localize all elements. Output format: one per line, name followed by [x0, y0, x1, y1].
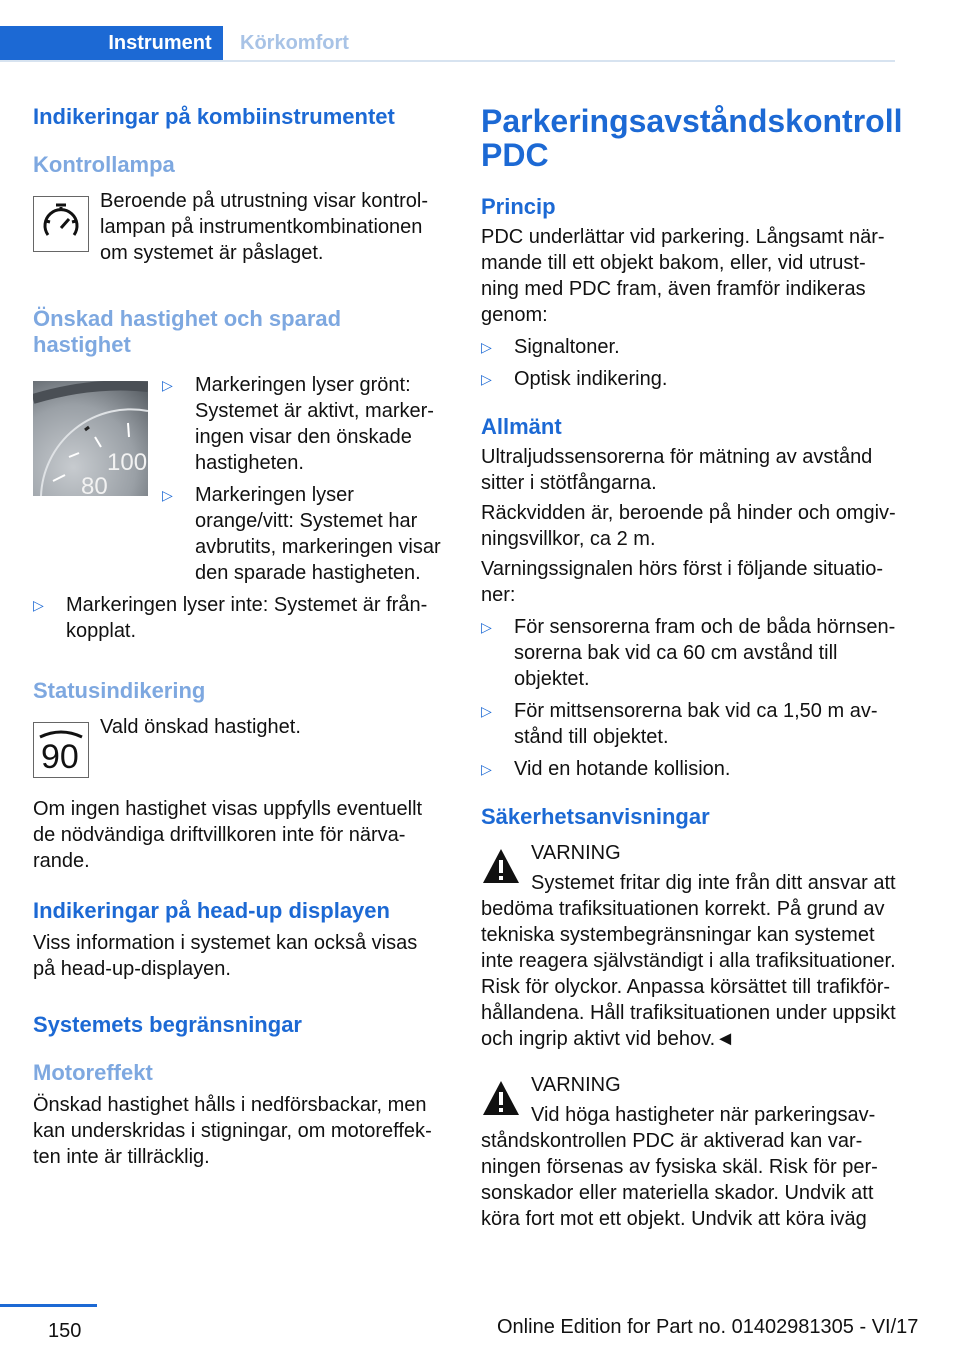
heading-desired-speed: Önskad hastighet och sparad hastighet — [33, 306, 342, 357]
heading-hud: Indikeringar på head-up displayen — [33, 898, 390, 923]
edition-text: Online Edition for Part no. 01402981305 - VI/17 — [497, 1316, 919, 1338]
tab-accent — [0, 26, 97, 60]
speedometer-image — [33, 381, 148, 496]
control-lamp-row — [33, 188, 443, 266]
chapter-tab-bar — [0, 26, 895, 62]
warning-triangle-icon — [481, 1078, 521, 1118]
cruise-control-icon — [33, 196, 89, 252]
bullet-triangle-icon: ▷ — [481, 371, 492, 387]
page-number: 150 — [48, 1320, 82, 1342]
list-item: ▷ Markeringen lyser inte: Systemet är frånkopplat. — [33, 594, 428, 642]
general-p3: Varningssignalen hörs först i följande situationer: — [481, 558, 884, 606]
bullet-triangle-icon: ▷ — [481, 339, 492, 355]
general-p1: Ultraljudssensorerna för mätning av avstånd sitter i stötfångarna. — [481, 446, 873, 494]
tab-korkomfort[interactable]: Körkomfort — [240, 32, 349, 54]
heading-indications: Indikeringar på kombiinstrumentet — [33, 104, 395, 129]
list-item: ▷ Markeringen lyser orange/vitt: Systemet har avbrutits, markeringen visar den sparade hastigheten. — [162, 484, 441, 584]
list-item: ▷ Markeringen lyser grönt: Systemet är aktivt, markeringen visar den önskade hastigheten. — [162, 374, 434, 474]
tab-instrument[interactable]: Instrument — [97, 26, 223, 60]
list-item: ▷ Optisk indikering. — [481, 368, 668, 390]
list-item: ▷ Vid en hotande kollision. — [481, 758, 731, 780]
warning-label: VARNING — [531, 842, 621, 864]
page-title: Parkeringsavståndskontroll PDC — [481, 103, 903, 173]
principle-text: PDC underlättar vid parkering. Långsamt närmande till ett objekt bakom, eller, vid utrustning med PDC fram, även framför indikeras genom: — [481, 226, 885, 326]
control-lamp-text: Beroende på utrustning visar kontrollampan på instrumentkombinationen om systemet är påslaget. — [100, 190, 428, 264]
gauge-label-100: 100 — [107, 449, 148, 476]
heading-status: Statusindikering — [33, 678, 206, 703]
gauge-label-80: 80 — [81, 473, 108, 496]
bullet-triangle-icon: ▷ — [162, 377, 173, 393]
speed-90-icon: 90 — [33, 722, 89, 778]
general-list — [481, 614, 896, 782]
heading-principle: Princip — [481, 194, 556, 219]
list-item: ▷ För mittsensorerna bak vid ca 1,50 m avstånd till objektet. — [481, 700, 878, 748]
warning-block-2 — [481, 1072, 896, 1232]
warning-label: VARNING — [531, 1074, 621, 1096]
bullet-triangle-icon: ▷ — [33, 597, 44, 613]
heading-limits: Systemets begränsningar — [33, 1012, 302, 1037]
status-row — [33, 714, 443, 778]
speed-list — [162, 372, 443, 586]
heading-safety: Säkerhetsanvisningar — [481, 804, 710, 829]
speed-row — [33, 372, 443, 586]
warning-triangle-icon — [481, 846, 521, 886]
list-item: ▷ Signaltoner. — [481, 336, 620, 358]
status-note: Om ingen hastighet visas uppfylls eventuellt de nödvändiga driftvillkoren inte för närvarande. — [33, 798, 423, 872]
bullet-triangle-icon: ▷ — [481, 703, 492, 719]
status-text: Vald önskad hastighet. — [100, 716, 301, 738]
heading-engine: Motoreffekt — [33, 1060, 153, 1085]
bullet-triangle-icon: ▷ — [162, 487, 173, 503]
principle-list — [481, 334, 896, 392]
list-item: ▷ För sensorerna fram och de båda hörnsensorerna bak vid ca 60 cm avstånd till objektet. — [481, 616, 896, 690]
warning-block-1 — [481, 840, 896, 1052]
bullet-triangle-icon: ▷ — [481, 761, 492, 777]
bullet-triangle-icon: ▷ — [481, 619, 492, 635]
hud-text: Viss information i systemet kan också visas på head-up-displayen. — [33, 932, 418, 980]
general-p2: Räckvidden är, beroende på hinder och omgivningsvillkor, ca 2 m. — [481, 502, 896, 550]
warning-text: Systemet fritar dig inte från ditt ansvar att bedöma trafiksituationen korrekt. På grund av tekniska systembegränsningar kan systemet inte reagera självständigt i alla trafiksituationer. Risk för olyckor. Anpassa körsättet till trafikförhållandena. Håll trafiksituationen under uppsikt och ingrip aktivt vid behov.◄ — [481, 872, 896, 1050]
heading-general: Allmänt — [481, 414, 562, 439]
right-column — [481, 94, 903, 1232]
engine-text: Önskad hastighet hålls i nedförsbackar, men kan underskridas i stigningar, om motoreffekten inte är tillräcklig. — [33, 1094, 432, 1168]
warning-text: Vid höga hastigheter när parkeringsavståndskontrollen PDC är aktiverad kan varningen försenas av fysiska skäl. Risk för personskador eller materiella skador. Undvik att köra fort mot ett objekt. Undvik att köra iväg — [481, 1104, 878, 1230]
heading-control-lamp: Kontrollampa — [33, 152, 175, 177]
footer-accent — [0, 1304, 97, 1307]
left-column — [33, 94, 443, 1170]
